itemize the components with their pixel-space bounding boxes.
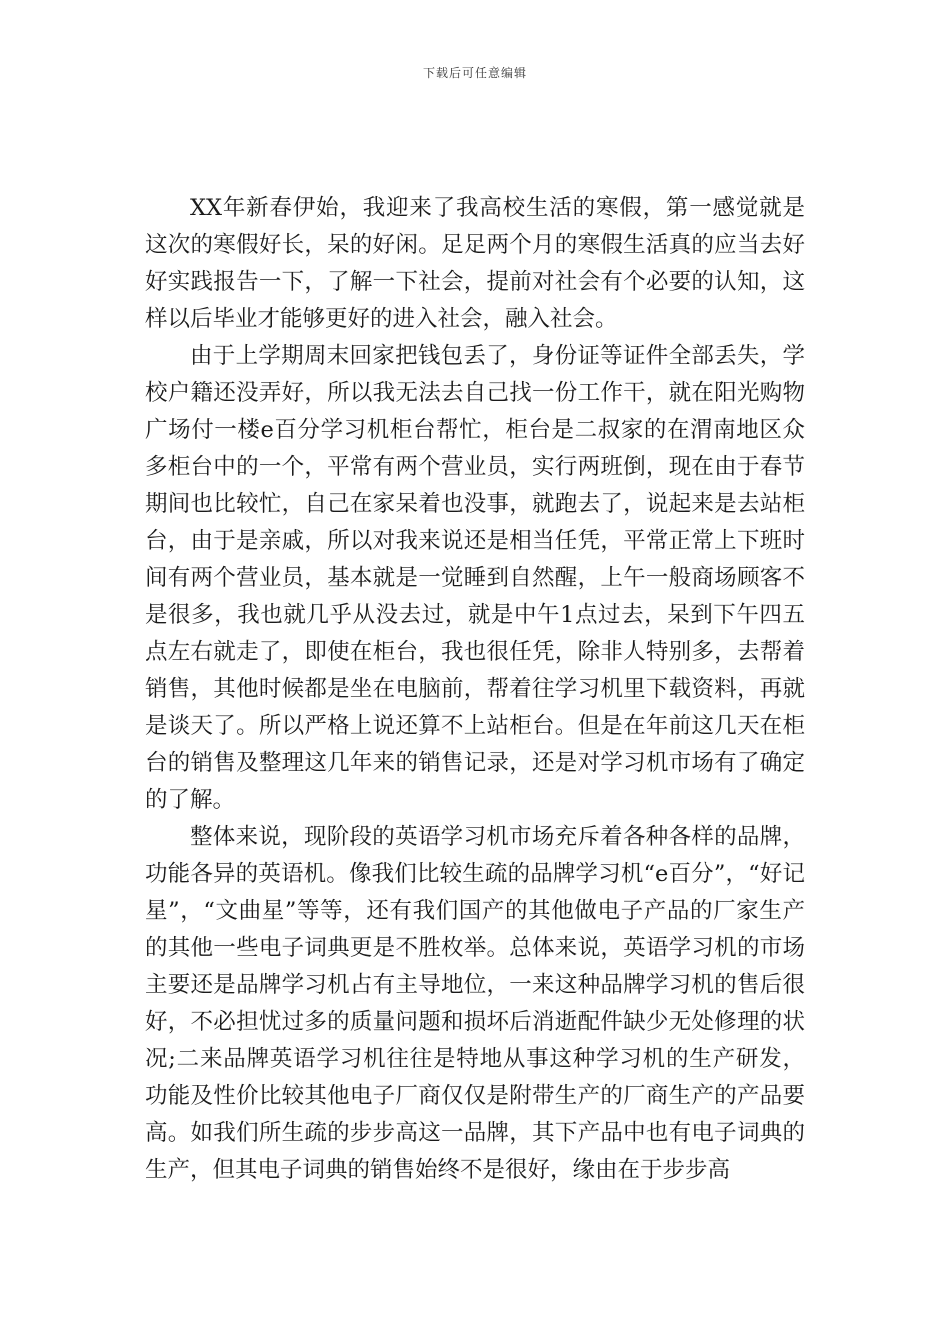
paragraph-3: 整体来说，现阶段的英语学习机市场充斥着各种各样的品牌，功能各异的英语机。像我们比较生疏的品牌学习机“e百分”，“好记星”，“文曲星”等等，还有我们国产的其他做电子产品的厂家生产的其他一些电子词典更是不胜枚举。总体来说，英语学习机的市场主要还是品牌学习机占有主导地位，一来这种品牌学习机的售后很好，不必担忧过多的质量问题和损坏后消逝配件缺少无处修理的状况;二来品牌英语学习机往往是特地从事这种学习机的生产研发，功能及性价比较其他电子厂商仅仅是附带生产的厂商生产的产品要高。如我们所生疏的步步高这一品牌，其下产品中也有电子词典的生产，但其电子词典的销售始终不是很好，缘由在于步步高 [145, 824, 805, 1183]
paragraph-1: XX年新春伊始，我迎来了我高校生活的寒假，第一感觉就是这次的寒假好长，呆的好闲。足足两个月的寒假生活真的应当去好好实践报告一下，了解一下社会，提前对社会有个必要的认知，这样以后毕业才能够更好的进入社会，融入社会。 [145, 195, 805, 332]
document-body [145, 190, 805, 1189]
page-header: 下载后可任意编辑 [422, 66, 527, 80]
paragraph-2: 由于上学期周末回家把钱包丢了，身份证等证件全部丢失，学校户籍还没弄好，所以我无法去自己找一份工作干，就在阳光购物广场付一楼e百分学习机柜台帮忙，柜台是二叔家的在渭南地区众多柜台中的一个，平常有两个营业员，实行两班倒，现在由于春节期间也比较忙，自己在家呆着也没事，就跑去了，说起来是去站柜台，由于是亲戚，所以对我来说还是相当任凭，平常正常上下班时间有两个营业员，基本就是一觉睡到自然醒，上午一般商场顾客不是很多，我也就几乎从没去过，就是中午1点过去，呆到下午四五点左右就走了，即使在柜台，我也很任凭，除非人特别多，去帮着销售，其他时候都是坐在电脑前，帮着往学习机里下载资料，再就是谈天了。所以严格上说还算不上站柜台。但是在年前这几天在柜台的销售及整理这几年来的销售记录，还是对学习机市场有了确定的了解。 [145, 343, 805, 813]
